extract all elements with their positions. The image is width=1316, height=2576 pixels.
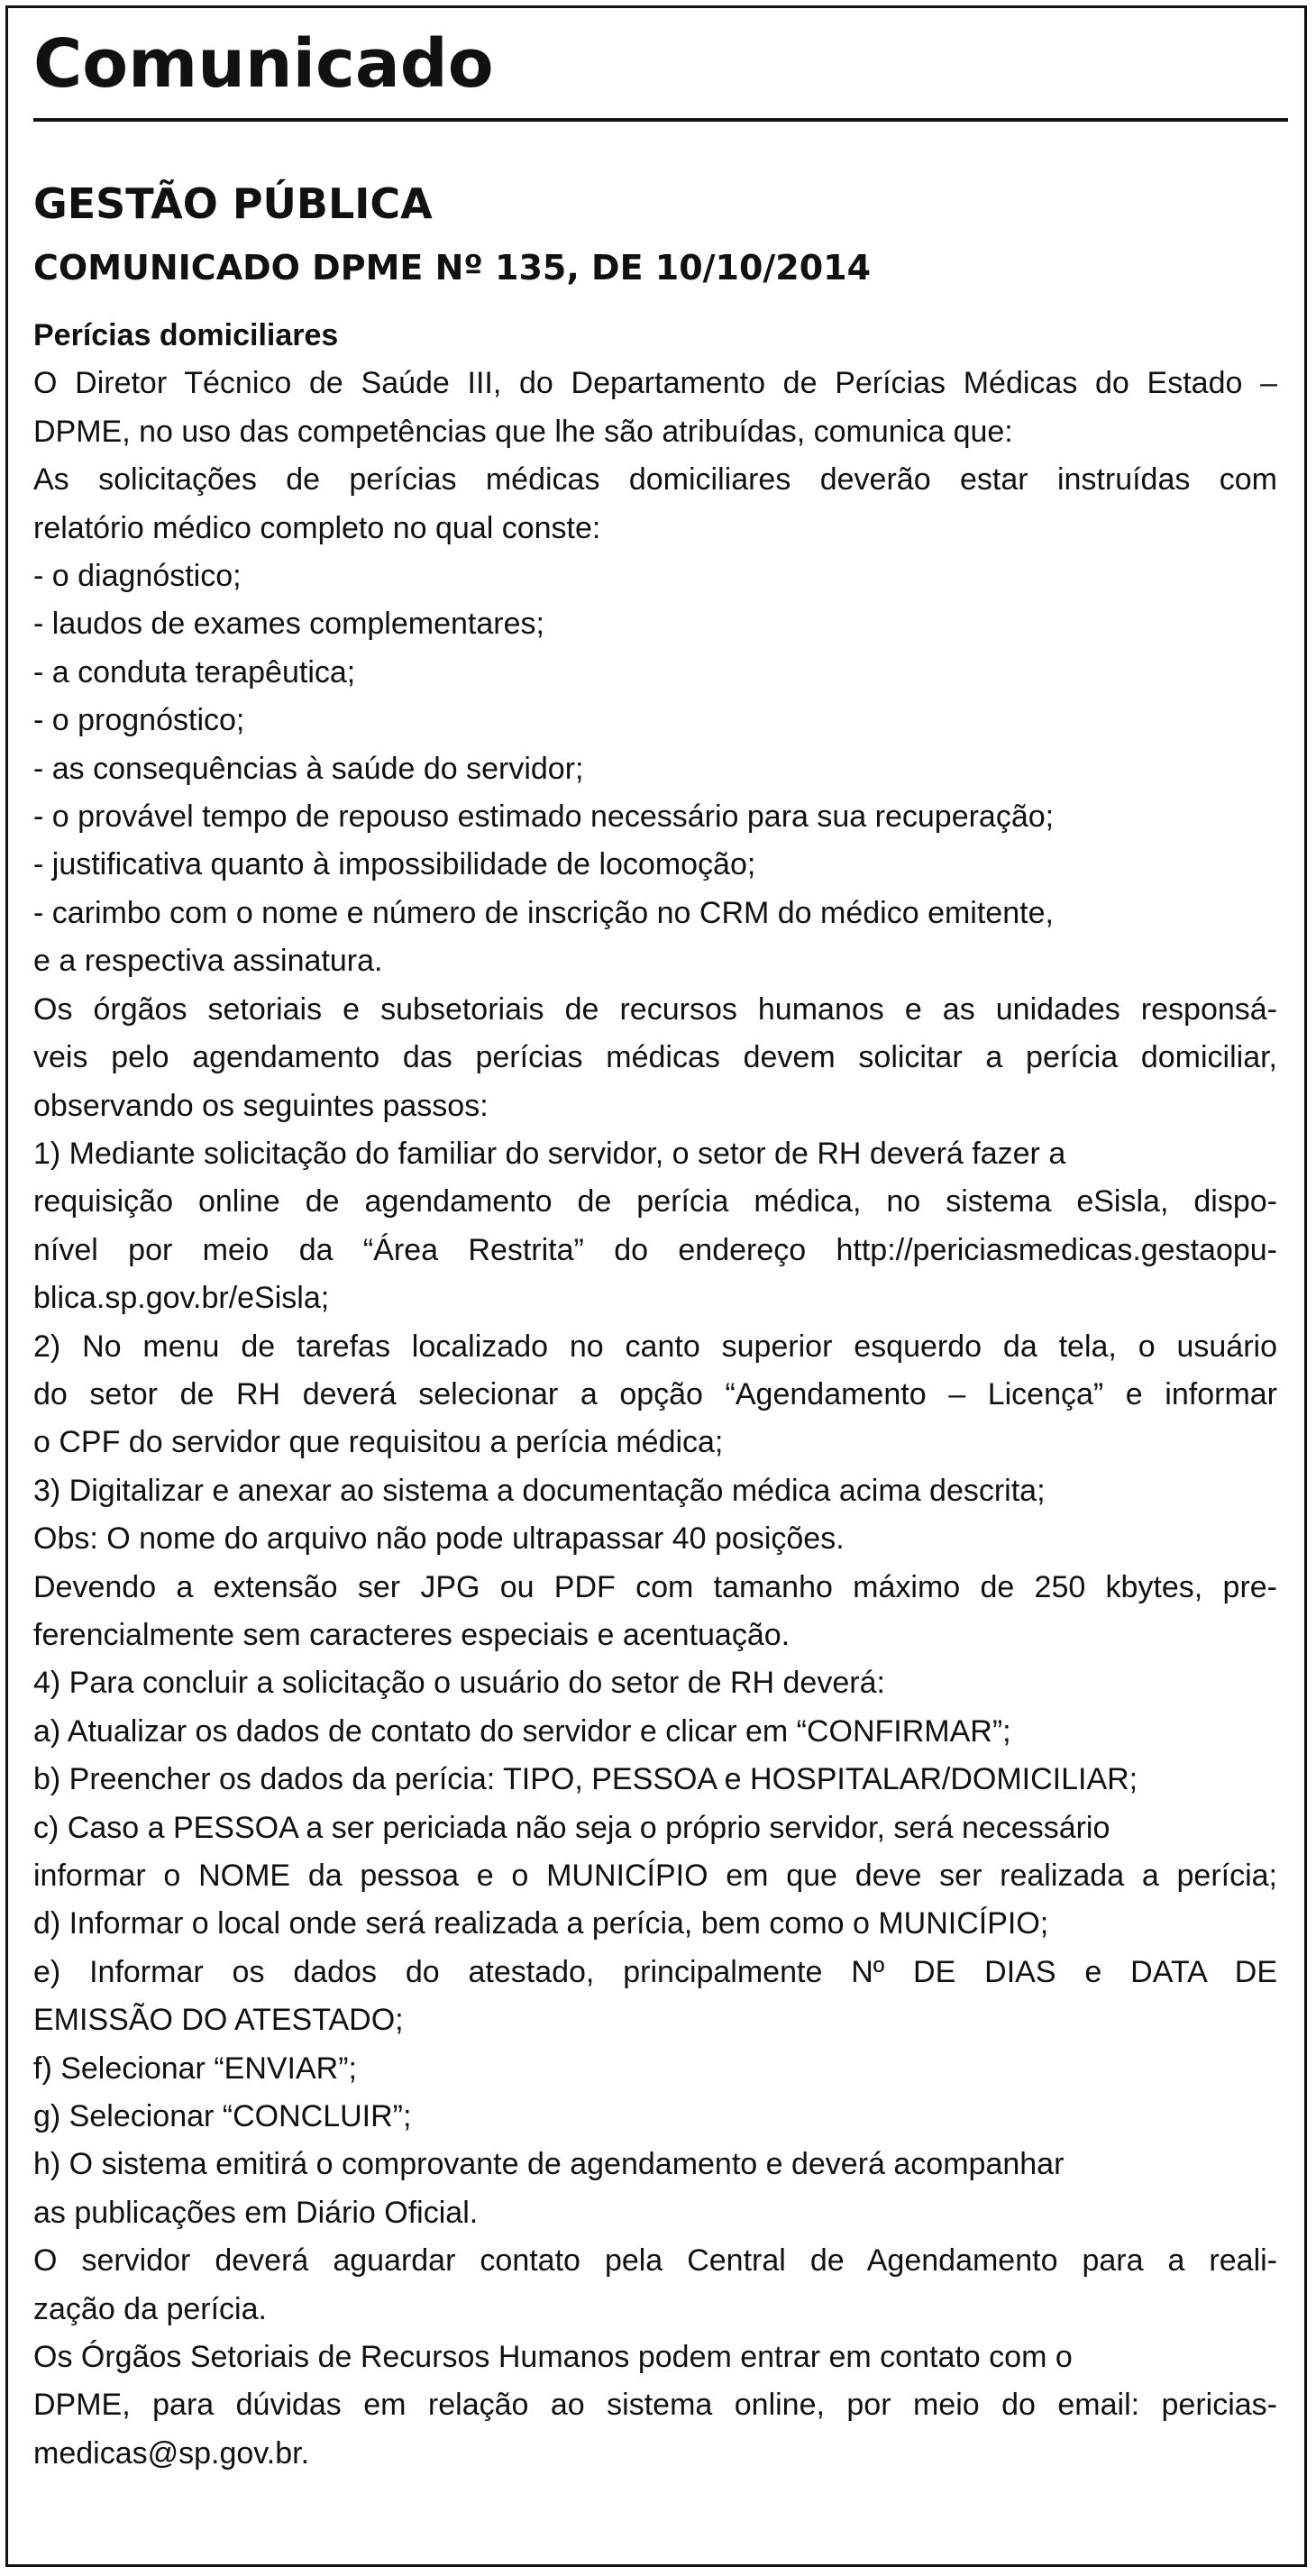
body-line: EMISSÃO DO ATESTADO;	[33, 2003, 404, 2038]
body-line: veis pelo agendamento das perícias médicas devem solicitar a perícia domiciliar,	[33, 1040, 1277, 1075]
notice-title: Comunicado	[33, 25, 494, 103]
body-line: requisição online de agendamento de perícia médica, no sistema eSisla, dispo-	[33, 1184, 1277, 1219]
body-line: f) Selecionar “ENVIAR”;	[33, 2051, 357, 2086]
body-line: zação da perícia.	[33, 2291, 267, 2326]
body-line: observando os seguintes passos:	[33, 1088, 489, 1123]
body-line: c) Caso a PESSOA a ser periciada não seja o próprio servidor, será necessário	[33, 1810, 1110, 1845]
body-subtitle: Perícias domiciliares	[33, 318, 339, 352]
body-line: e) Informar os dados do atestado, principalmente Nº DE DIAS e DATA DE	[33, 1954, 1277, 1989]
notice-frame	[5, 5, 1307, 2567]
body-line: Obs: O nome do arquivo não pode ultrapassar 40 posições.	[33, 1521, 845, 1557]
body-line: - o prognóstico;	[33, 703, 245, 738]
section-heading: GESTÃO PÚBLICA	[33, 179, 433, 228]
body-line: 3) Digitalizar e anexar ao sistema a documentação médica acima descrita;	[33, 1473, 1046, 1508]
body-line: relatório médico completo no qual conste:	[33, 510, 601, 545]
body-line: DPME, para dúvidas em relação ao sistema online, por meio do email: pericias-	[33, 2388, 1277, 2423]
title-rule	[33, 118, 1288, 122]
body-line: informar o NOME da pessoa e o MUNICÍPIO em que deve ser realizada a perícia;	[33, 1859, 1277, 1893]
body-line: As solicitações de perícias médicas domiciliares deverão estar instruídas com	[33, 462, 1277, 498]
body-line: d) Informar o local onde será realizada a perícia, bem como o MUNICÍPIO;	[33, 1906, 1049, 1941]
body-line: blica.sp.gov.br/eSisla;	[33, 1281, 330, 1316]
body-line: as publicações em Diário Oficial.	[33, 2195, 479, 2230]
body-line: o CPF do servidor que requisitou a perícia médica;	[33, 1425, 724, 1460]
body-line: nível por meio da “Área Restrita” do endereço http://periciasmedicas.gestaopu-	[33, 1232, 1277, 1267]
body-line: O servidor deverá aguardar contato pela Central de Agendamento para a reali-	[33, 2243, 1277, 2279]
body-line: ferencialmente sem caracteres especiais e acentuação.	[33, 1617, 791, 1652]
body-line: O Diretor Técnico de Saúde III, do Departamento de Perícias Médicas do Estado –	[33, 366, 1277, 401]
body-line: 4) Para concluir a solicitação o usuário do setor de RH deverá:	[33, 1666, 885, 1701]
body-line: e a respectiva assinatura.	[33, 944, 383, 979]
body-line: - justificativa quanto à impossibilidade de locomoção;	[33, 847, 756, 882]
body-line: medicas@sp.gov.br.	[33, 2435, 310, 2471]
body-line: - as consequências à saúde do servidor;	[33, 751, 584, 786]
body-line: b) Preencher os dados da perícia: TIPO, PESSOA e HOSPITALAR/DOMICILIAR;	[33, 1762, 1138, 1797]
body-line: g) Selecionar “CONCLUIR”;	[33, 2099, 412, 2134]
body-line: Devendo a extensão ser JPG ou PDF com tamanho máximo de 250 kbytes, pre-	[33, 1569, 1277, 1604]
body-line: - o diagnóstico;	[33, 559, 242, 594]
body-line: 2) No menu de tarefas localizado no canto superior esquerdo da tela, o usuário	[33, 1329, 1277, 1364]
body-line: - laudos de exames complementares;	[33, 607, 544, 642]
body-line: Os órgãos setoriais e subsetoriais de recursos humanos e as unidades responsá-	[33, 991, 1277, 1027]
body-line: - carimbo com o nome e número de inscrição no CRM do médico emitente,	[33, 895, 1054, 930]
body-line: h) O sistema emitirá o comprovante de agendamento e deverá acompanhar	[33, 2147, 1065, 2182]
body-line: a) Atualizar os dados de contato do servidor e clicar em “CONFIRMAR”;	[33, 1713, 1011, 1749]
communique-body	[33, 312, 1277, 2478]
body-line: do setor de RH deverá selecionar a opção “Agendamento – Licença” e informar	[33, 1376, 1277, 1411]
communique-heading: COMUNICADO DPME Nº 135, DE 10/10/2014	[33, 248, 872, 288]
body-line: Os Órgãos Setoriais de Recursos Humanos podem entrar em contato com o	[33, 2340, 1073, 2375]
body-line: DPME, no uso das competências que lhe são atribuídas, comunica que:	[33, 414, 1013, 449]
body-line: - o provável tempo de repouso estimado necessário para sua recuperação;	[33, 799, 1055, 835]
body-line: 1) Mediante solicitação do familiar do servidor, o setor de RH deverá fazer a	[33, 1136, 1066, 1171]
body-line: - a conduta terapêutica;	[33, 654, 356, 690]
